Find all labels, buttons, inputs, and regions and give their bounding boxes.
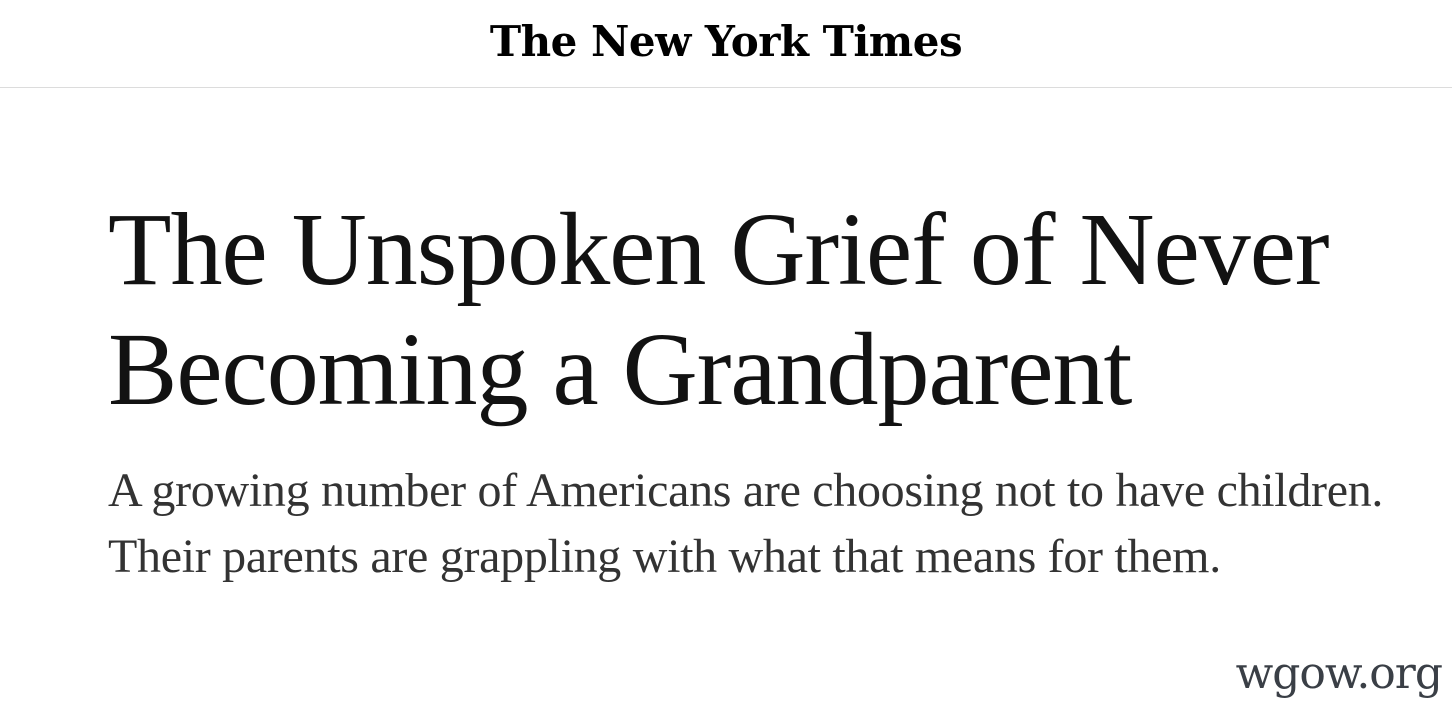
article-headline — [108, 190, 1408, 430]
nyt-logo[interactable]: The New York Times — [489, 17, 963, 66]
headline-line-1: The Unspoken Grief of Never — [108, 192, 1329, 307]
headline-line-2: Becoming a Grandparent — [108, 312, 1132, 427]
watermark: wgow.org — [1235, 648, 1442, 699]
article-summary: A growing number of Americans are choosing not to have children. Their parents are grappling with what that means for them. — [108, 464, 1384, 583]
masthead — [0, 0, 1452, 88]
